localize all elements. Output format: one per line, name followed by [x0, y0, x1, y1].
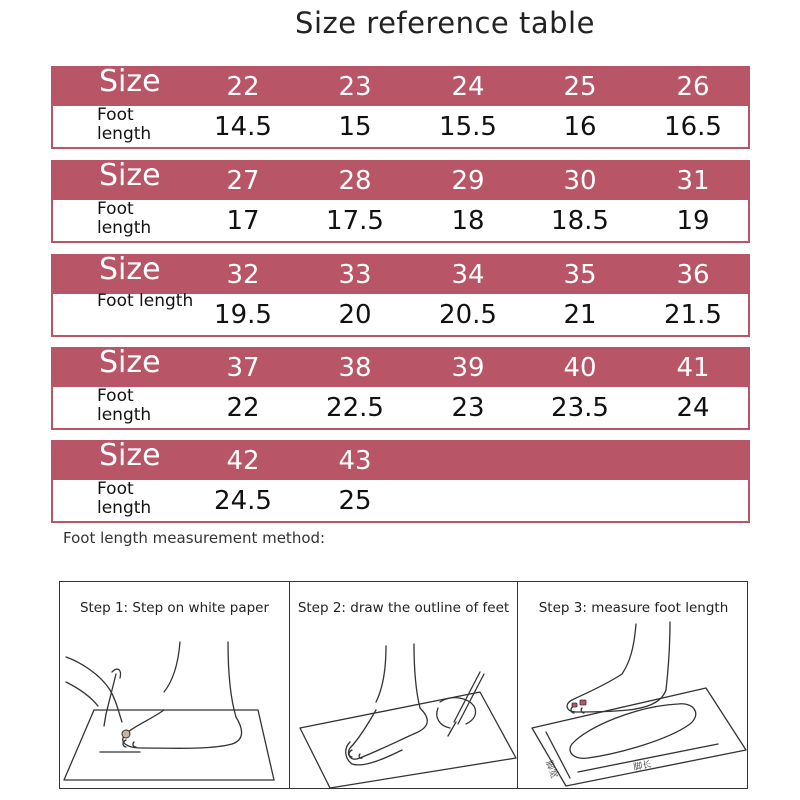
- foot-length-row-label: Foot length: [97, 105, 152, 144]
- size-row: [53, 252, 748, 294]
- foot-length-value: 18: [451, 206, 485, 236]
- foot-length-value: 22: [226, 393, 260, 423]
- size-value: 35: [563, 260, 597, 290]
- size-row: [53, 438, 748, 480]
- size-value: 39: [451, 353, 485, 383]
- size-value: 31: [676, 166, 710, 196]
- measure-length-illustration: [518, 582, 750, 790]
- size-value: 33: [338, 260, 372, 290]
- foot-length-value: 16.5: [664, 112, 722, 142]
- size-value: 43: [338, 446, 372, 476]
- size-table: [51, 66, 750, 149]
- foot-length-value: 19.5: [214, 300, 272, 330]
- size-value: 32: [226, 260, 260, 290]
- foot-length-value: 17.5: [326, 206, 384, 236]
- foot-length-value: 21: [563, 300, 597, 330]
- size-row-label: Size: [99, 158, 161, 193]
- step-2-panel: [289, 582, 517, 788]
- size-value: 26: [676, 72, 710, 102]
- draw-outline-illustration: [290, 582, 518, 790]
- foot-length-value: 15: [338, 112, 372, 142]
- foot-length-value: 20: [338, 300, 372, 330]
- page-title: Size reference table: [295, 6, 595, 40]
- foot-length-value: 24.5: [214, 486, 272, 516]
- foot-length-value: 22.5: [326, 393, 384, 423]
- foot-length-value: 21.5: [664, 300, 722, 330]
- foot-length-row-label: Foot length: [97, 479, 152, 518]
- foot-length-value: 17: [226, 206, 260, 236]
- foot-length-value: 14.5: [214, 112, 272, 142]
- size-value: 28: [338, 166, 372, 196]
- size-value: 38: [338, 353, 372, 383]
- step-on-paper-illustration: [60, 582, 289, 790]
- foot-length-value: 23: [451, 393, 485, 423]
- size-row-label: Size: [99, 64, 161, 99]
- size-value: 22: [226, 72, 260, 102]
- size-value: 36: [676, 260, 710, 290]
- foot-length-row-label: Foot length: [97, 386, 152, 425]
- foot-length-row: [53, 106, 748, 147]
- size-row: [53, 64, 748, 106]
- size-value: 27: [226, 166, 260, 196]
- foot-length-row: [53, 200, 748, 241]
- size-table: [51, 347, 750, 430]
- size-row: [53, 158, 748, 200]
- foot-length-value: 20.5: [439, 300, 497, 330]
- size-value: 24: [451, 72, 485, 102]
- method-label: Foot length measurement method:: [63, 529, 326, 547]
- size-value: 42: [226, 446, 260, 476]
- size-table: [51, 440, 750, 523]
- foot-length-row: [53, 480, 748, 521]
- foot-length-value: 25: [338, 486, 372, 516]
- foot-length-value: 15.5: [439, 112, 497, 142]
- foot-length-value: 23.5: [551, 393, 609, 423]
- size-row-label: Size: [99, 438, 161, 473]
- step-3-panel: [517, 582, 749, 788]
- steps-panel: [59, 581, 748, 789]
- step-3-label: Step 3: measure foot length: [538, 600, 729, 616]
- size-value: 29: [451, 166, 485, 196]
- size-value: 30: [563, 166, 597, 196]
- size-table: [51, 254, 750, 337]
- step-2-label: Step 2: draw the outline of feet: [297, 600, 510, 616]
- size-value: 34: [451, 260, 485, 290]
- foot-length-row-label: Foot length: [97, 199, 152, 238]
- size-row-label: Size: [99, 345, 161, 380]
- size-value: 40: [563, 353, 597, 383]
- size-value: 25: [563, 72, 597, 102]
- size-value: 37: [226, 353, 260, 383]
- size-value: 41: [676, 353, 710, 383]
- size-value: 23: [338, 72, 372, 102]
- size-row: [53, 345, 748, 387]
- foot-length-row-label: Foot length: [97, 291, 194, 311]
- size-row-label: Size: [99, 252, 161, 287]
- size-table: [51, 160, 750, 243]
- foot-length-value: 18.5: [551, 206, 609, 236]
- paper-width-label: 脚宽: [543, 759, 559, 780]
- foot-length-value: 16: [563, 112, 597, 142]
- foot-length-row: [53, 387, 748, 428]
- step-1-panel: [60, 582, 289, 788]
- foot-length-row: [53, 291, 748, 335]
- foot-length-value: 24: [676, 393, 710, 423]
- step-1-label: Step 1: Step on white paper: [79, 600, 270, 616]
- foot-length-value: 19: [676, 206, 710, 236]
- paper-length-label: 脚长: [632, 759, 653, 773]
